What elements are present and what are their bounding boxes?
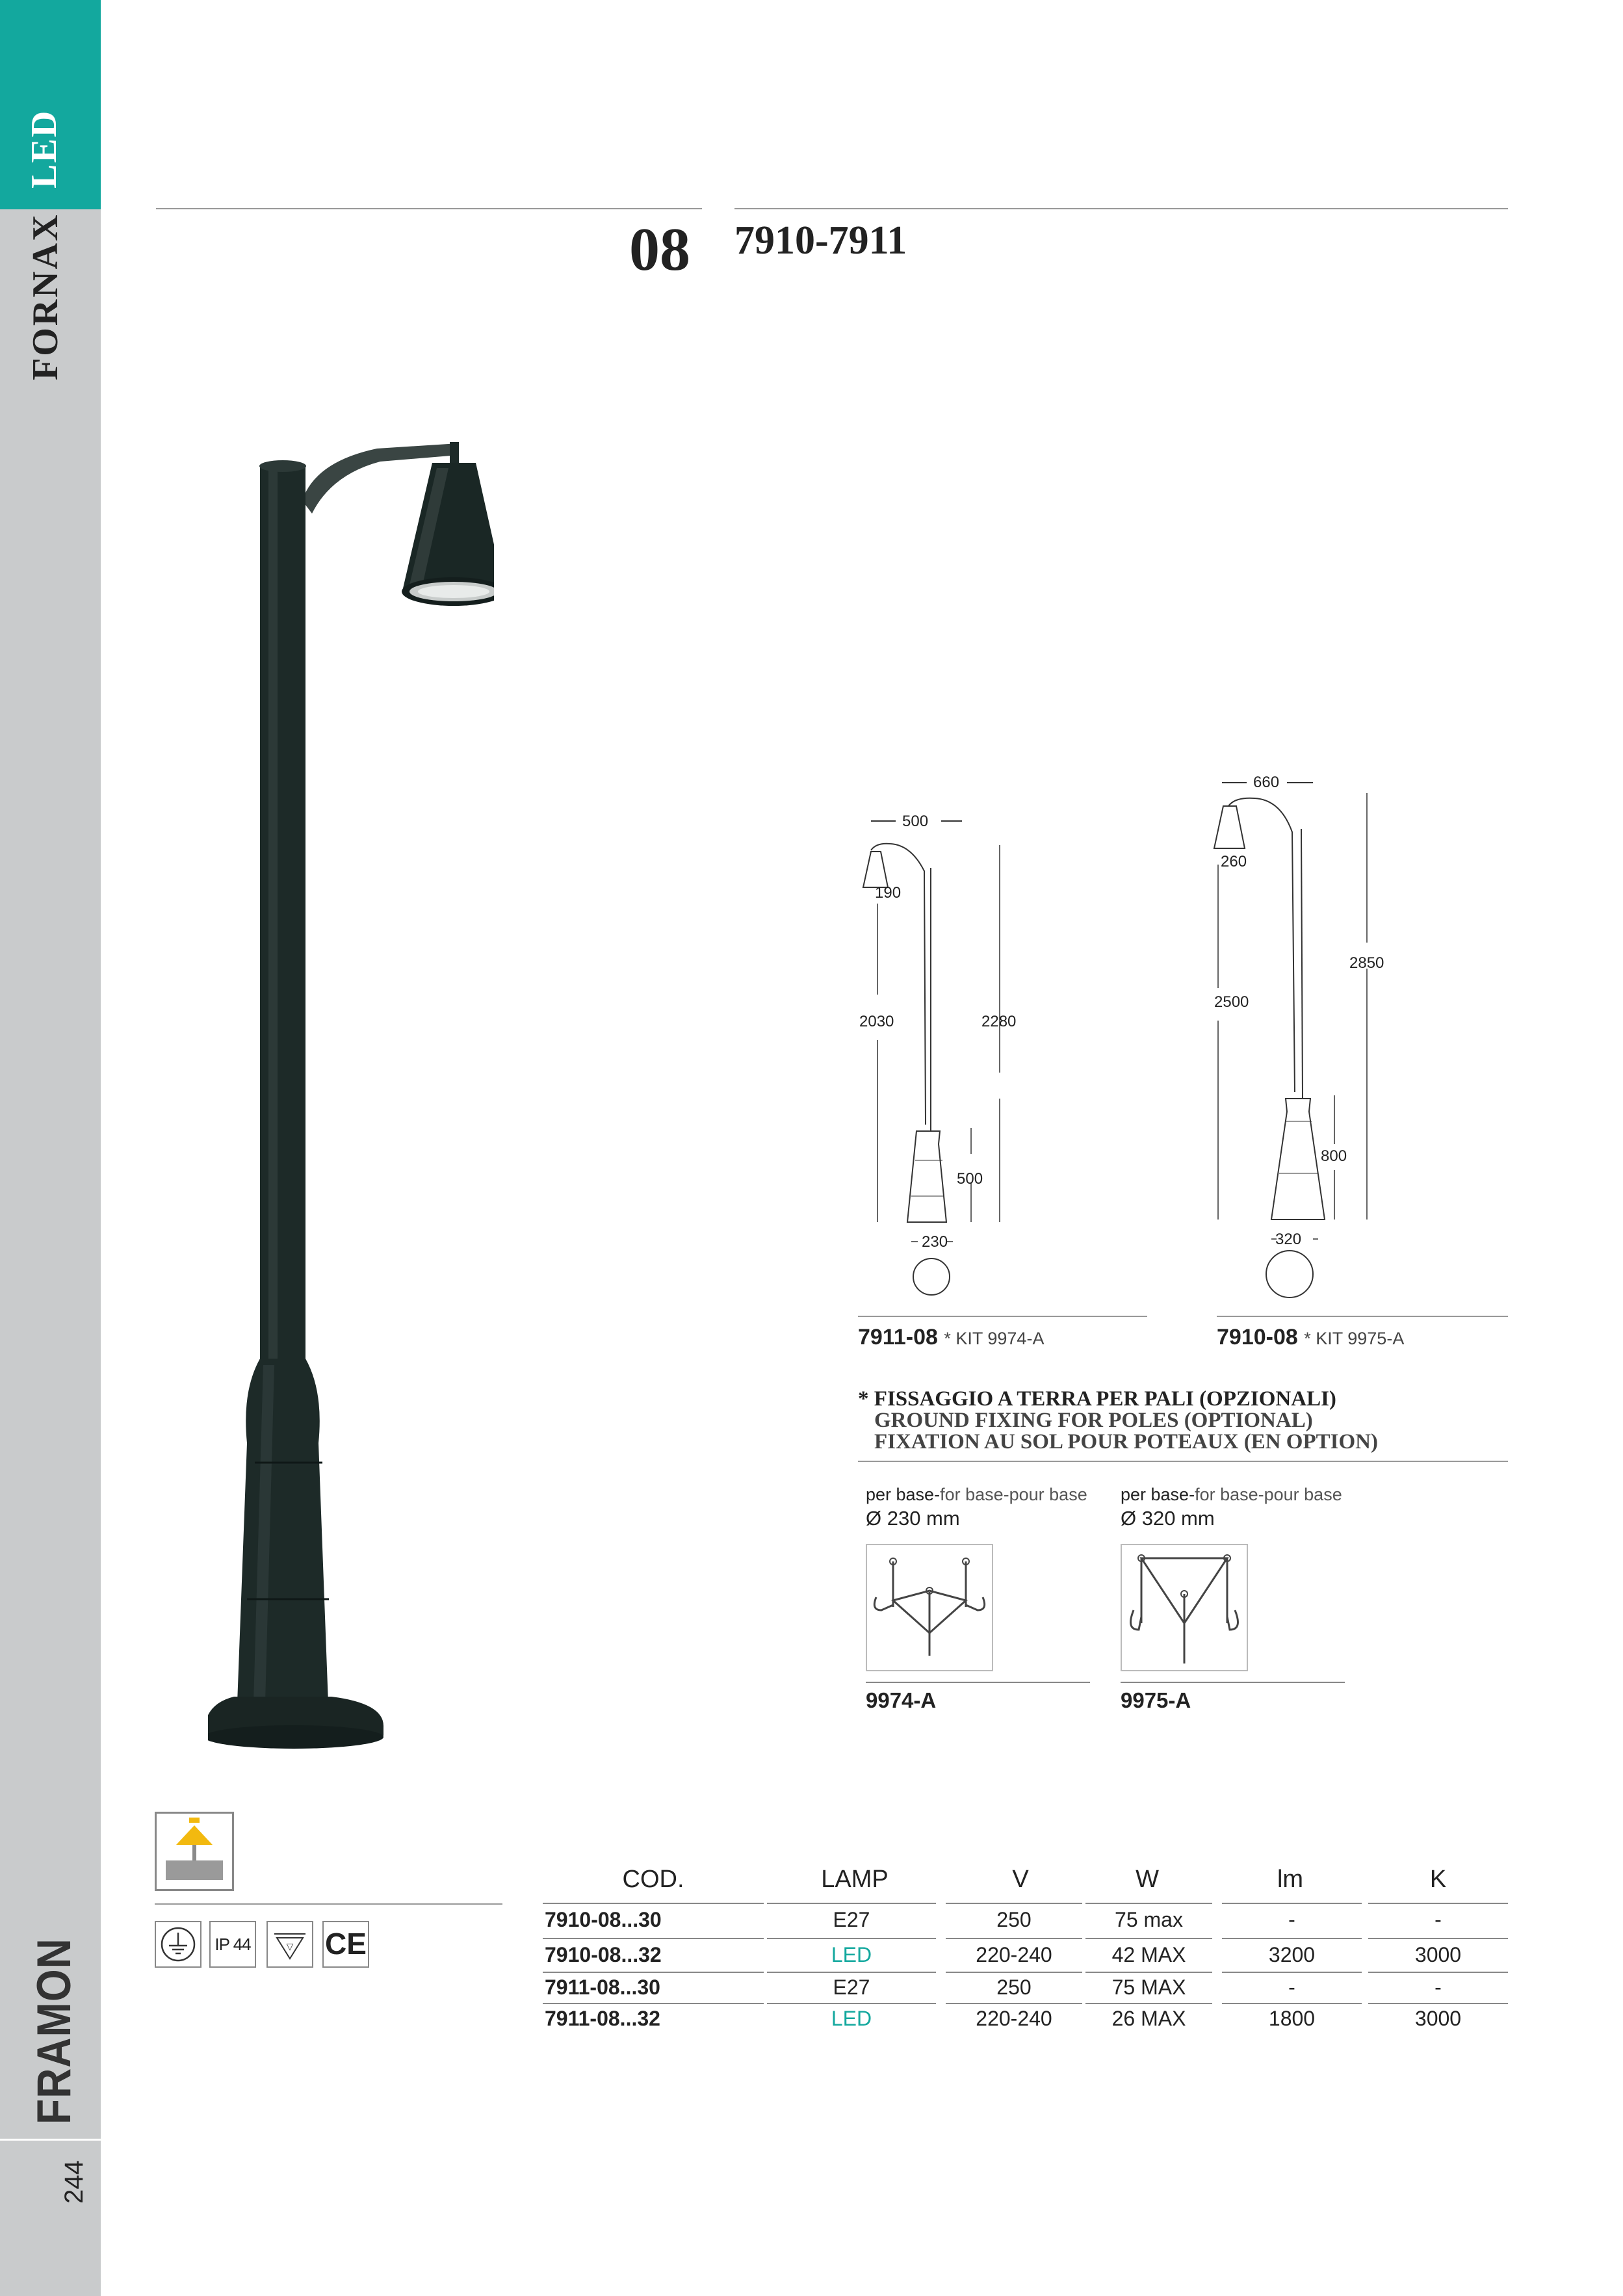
header-rule-right	[734, 208, 1508, 209]
ground-class-icon	[155, 1921, 201, 1968]
kit-2-base-label	[1121, 1485, 1342, 1505]
fixing-title-it: * FISSAGGIO A TERRA PER PALI (OPZIONALI)	[858, 1387, 1336, 1411]
table-cell-v: 250	[996, 1976, 1032, 1999]
table-rule	[946, 2003, 1082, 2004]
dim-total-left: 2280	[981, 1013, 1017, 1030]
kit-1-base-rest: for base-pour base	[940, 1485, 1087, 1504]
table-rule	[543, 1938, 764, 1939]
table-rule	[543, 1903, 764, 1904]
dim-diam-left: 230	[922, 1233, 948, 1251]
table-cell-v: 250	[996, 1908, 1032, 1931]
th-k: K	[1429, 1866, 1447, 1893]
table-rule	[1085, 1938, 1212, 1939]
table-cell-k: 3000	[1414, 1943, 1462, 1966]
kit-2-base-it: per base-	[1121, 1485, 1195, 1504]
name-7910	[1217, 1325, 1404, 1350]
table-cell-w: 75 MAX	[1111, 1976, 1186, 1999]
dim-base-right: 800	[1321, 1147, 1347, 1165]
dim-diam-right: 320	[1275, 1231, 1302, 1248]
table-rule	[767, 2003, 936, 2004]
table-cell-k: -	[1435, 1908, 1442, 1931]
rule-7911	[858, 1316, 1147, 1317]
th-lamp: LAMP	[821, 1866, 889, 1893]
th-w: W	[1136, 1866, 1159, 1893]
table-cell-lamp: LED	[831, 1943, 872, 1966]
anchor-kit-1-drawing	[867, 1545, 992, 1670]
cert-rule	[155, 1903, 502, 1905]
table-cell-lm: 3200	[1268, 1943, 1316, 1966]
name-7911-kit: * KIT 9974-A	[944, 1329, 1045, 1348]
table-cell-k: 3000	[1414, 2007, 1462, 2030]
page-number: 244	[60, 2160, 88, 2204]
dim-head-left: 190	[875, 884, 902, 902]
fixing-title-en: GROUND FIXING FOR POLES (OPTIONAL)	[874, 1409, 1313, 1432]
install-symbol	[155, 1812, 234, 1891]
table-rule	[1085, 1972, 1212, 1973]
table-cell-v: 220-240	[976, 1943, 1052, 1966]
table-cell-lamp: E27	[833, 1908, 870, 1931]
drawing-7911	[851, 800, 1046, 1307]
table-rule	[1222, 1972, 1362, 1973]
ip-rating-icon: IP 44	[209, 1921, 256, 1968]
fixing-title-fr: FIXATION AU SOL POUR POTEAUX (EN OPTION)	[874, 1430, 1378, 1454]
table-rule	[946, 1903, 1082, 1904]
dim-width-right: 660	[1253, 774, 1280, 791]
table-rule	[946, 1938, 1082, 1939]
th-cod: COD.	[622, 1866, 684, 1893]
drawing-7910	[1209, 767, 1391, 1307]
table-cell-lamp: E27	[833, 1976, 870, 1999]
table-cell-v: 220-240	[976, 2007, 1052, 2030]
brand-logo: FRAMON	[27, 1938, 81, 2124]
kit-2-base-rest: for base-pour base	[1195, 1485, 1342, 1504]
table-rule	[946, 1972, 1082, 1973]
family-label: FORNAX	[25, 213, 66, 380]
svg-text:▽: ▽	[286, 1941, 294, 1951]
table-cell-k: -	[1435, 1976, 1442, 1999]
dim-total-right: 2850	[1349, 954, 1384, 972]
dim-base-left: 500	[957, 1170, 983, 1188]
table-rule	[543, 2003, 764, 2004]
table-rule	[1368, 1903, 1508, 1904]
name-7911	[858, 1325, 1044, 1350]
category-label: LED	[24, 109, 64, 189]
table-cell-cod: 7910-08...32	[545, 1943, 662, 1966]
ce-mark-icon: CE	[322, 1921, 369, 1968]
product-codes: 7910-7911	[734, 218, 907, 263]
kit-2-code: 9975-A	[1121, 1688, 1191, 1712]
kit-2-diameter: Ø 320 mm	[1121, 1507, 1215, 1530]
kit-1-rule	[866, 1682, 1090, 1683]
dim-height-right: 2500	[1214, 993, 1249, 1011]
table-cell-w: 42 MAX	[1111, 1943, 1186, 1966]
table-rule	[767, 1938, 936, 1939]
kit-1-code: 9974-A	[866, 1688, 937, 1712]
header-rule-left	[156, 208, 702, 209]
th-v: V	[1012, 1866, 1029, 1893]
table-cell-cod: 7910-08...30	[545, 1908, 662, 1931]
table-cell-w: 75 max	[1115, 1908, 1183, 1931]
table-cell-cod: 7911-08...30	[545, 1976, 660, 1999]
rule-7910	[1217, 1316, 1508, 1317]
table-rule	[1222, 1938, 1362, 1939]
fixing-rule	[858, 1461, 1508, 1462]
table-cell-w: 26 MAX	[1111, 2007, 1186, 2030]
table-rule	[1085, 1903, 1212, 1904]
table-rule	[543, 1972, 764, 1973]
table-rule	[1085, 2003, 1212, 2004]
band-divider	[0, 2139, 101, 2141]
th-lm: lm	[1277, 1866, 1304, 1893]
table-rule	[1368, 1938, 1508, 1939]
table-rule	[1368, 2003, 1508, 2004]
name-7910-kit: * KIT 9975-A	[1304, 1329, 1405, 1348]
dim-width-left: 500	[902, 813, 929, 830]
table-rule	[767, 1972, 936, 1973]
table-rule	[1222, 2003, 1362, 2004]
kit-1-base-label	[866, 1485, 1087, 1505]
kit-1-diameter: Ø 230 mm	[866, 1507, 960, 1530]
kit-1-image	[866, 1544, 993, 1671]
anchor-kit-2-drawing	[1122, 1545, 1247, 1670]
table-rule	[1222, 1903, 1362, 1904]
table-cell-lm: -	[1288, 1908, 1295, 1931]
table-cell-cod: 7911-08...32	[545, 2007, 660, 2030]
table-cell-lm: 1800	[1268, 2007, 1316, 2030]
table-rule	[1368, 1972, 1508, 1973]
dim-height-left: 2030	[859, 1013, 894, 1030]
flammable-surface-icon	[266, 1921, 313, 1968]
table-cell-lamp: LED	[831, 2007, 872, 2030]
ground-install-icon	[157, 1814, 232, 1889]
table-cell-lm: -	[1288, 1976, 1295, 1999]
table-rule	[767, 1903, 936, 1904]
kit-1-base-it: per base-	[866, 1485, 941, 1504]
product-photo	[208, 429, 494, 1749]
kit-2-rule	[1121, 1682, 1345, 1683]
dim-head-right: 260	[1221, 853, 1247, 870]
product-sequence: 08	[629, 216, 690, 283]
kit-2-image	[1121, 1544, 1248, 1671]
name-7911-code: 7911-08	[858, 1325, 938, 1350]
name-7910-code: 7910-08	[1217, 1325, 1298, 1350]
